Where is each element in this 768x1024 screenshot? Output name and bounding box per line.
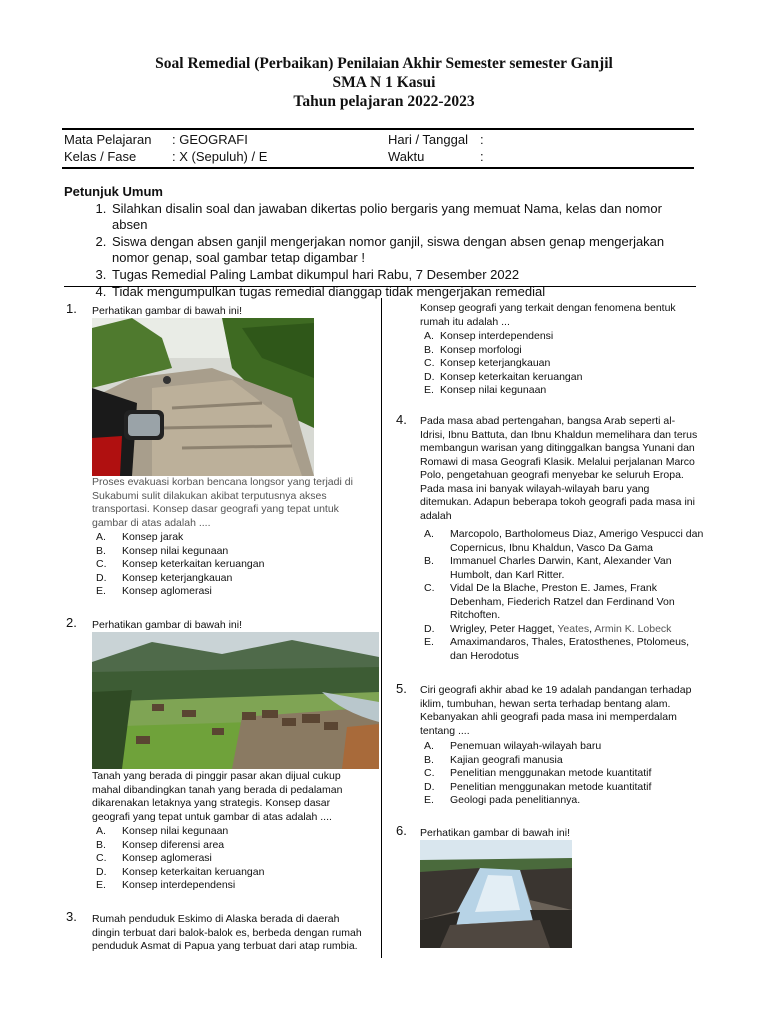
- landslide-road-image: [92, 318, 314, 476]
- option-e: E. Konsep aglomerasi: [96, 585, 212, 597]
- question-text: Tanah yang berada di pinggir pasar akan dijual cukup mahal dibandingkan tanah yang berada di pedalaman dikarenakan letaknya yang strategis. Konsep dasar geografi yang tepat untuk gambar di atas adalah ....: [92, 770, 343, 823]
- hari-label: Hari / Tanggal: [388, 132, 468, 147]
- instruction-item: 1. Silahkan disalin soal dan jawaban dikertas polio bergaris yang memuat Nama, kelas dan nomor absen: [110, 201, 698, 233]
- option-b: B. Konsep nilai kegunaan: [96, 544, 229, 557]
- question-intro: Perhatikan gambar di bawah ini!: [420, 827, 571, 839]
- header-school: SMA N 1 Kasui: [332, 74, 436, 91]
- option-c: C. Vidal De la Blache, Preston E. James, Frank Debenham, Fiederich Ratzel dan Ferdinand Von Ritchoften.: [424, 582, 675, 621]
- option-d: D. Penelitian menggunakan metode kuantitatif: [424, 780, 652, 793]
- waktu-label: Waktu: [388, 149, 425, 164]
- header-title: Soal Remedial (Perbaikan) Penilaian Akhir Semester semester Ganjil: [155, 55, 613, 72]
- instruction-item: 2. Siswa dengan absen ganjil mengerjakan nomor ganjil, siswa dengan absen genap mengerjakan nomor genap, soal gambar tetap digambar !: [110, 234, 698, 266]
- option-a: A. Penemuan wilayah-wilayah baru: [424, 740, 602, 752]
- question-text: Proses evakuasi korban bencana longsor yang terjadi di Sukabumi sulit dilakukan akibat terputusnya akses transportasi. Konsep dasar geografi yang tepat untuk gambar di atas adalah ....: [92, 476, 353, 529]
- question-number: 6.: [396, 823, 407, 838]
- peatland-canal-image: [420, 840, 572, 948]
- instructions-title: Petunjuk Umum: [64, 184, 163, 199]
- options-list: [424, 740, 706, 808]
- peatland-canal-picture: [420, 840, 572, 948]
- option-a: A. Marcopolo, Bartholomeus Diaz, Amerigo Vespucci dan Copernicus, Ibnu Khaldun, Vasco Da Gama: [424, 528, 704, 554]
- instruction-item: 3. Tugas Remedial Paling Lambat dikumpul hari Rabu, 7 Desember 2022: [110, 267, 698, 283]
- village-landscape-image: [92, 632, 379, 769]
- question-text: Rumah penduduk Eskimo di Alaska berada di daerah dingin terbuat dari balok-balok es, berbeda dengan rumah penduduk Asmat di Papua yang terbuat dari atap rumbia.: [92, 913, 362, 952]
- question-number: 2.: [66, 615, 77, 630]
- options-list: [424, 528, 706, 663]
- village-landscape-picture: [92, 632, 379, 769]
- option-a: A. Konsep nilai kegunaan: [96, 825, 229, 837]
- options-list: [96, 825, 366, 893]
- option-b: B. Immanuel Charles Darwin, Kant, Alexander Van Humbolt, dan Karl Ritter.: [424, 555, 672, 581]
- instruction-item: 4. Tidak mengumpulkan tugas remedial dianggap tidak mengerjakan remedial: [110, 284, 698, 300]
- options-list: [96, 531, 366, 599]
- mapel-label: Mata Pelajaran: [64, 132, 152, 147]
- question-intro: Perhatikan gambar di bawah ini!: [92, 619, 243, 631]
- question-number: 1.: [66, 301, 77, 316]
- hari-value: :: [480, 132, 484, 147]
- kelas-label: Kelas / Fase: [64, 149, 137, 164]
- question-text: Pada masa abad pertengahan, bangsa Arab seperti al-Idrisi, Ibnu Battuta, dan Ibnu Khaldun memelihara dan terus membangun warisan yang ditinggalkan bangsa Yunani dan Romawi di masa Geografi Klasik. Melalui perjalanan Marco Polo, pengetahuan geografi menyebar ke seluruh Eropa. Pada masa ini banyak wilayah-wilayah baru yang ditemukan. Adapun beberapa tokoh geografi pada masa ini adalah: [420, 415, 698, 522]
- option-c: C. Konsep keterkaitan keruangan: [96, 558, 265, 570]
- option-d: D. Konsep keterkaitan keruangan: [424, 370, 583, 383]
- option-a: A. Konsep interdependensi: [424, 330, 554, 342]
- option-a: A. Konsep jarak: [96, 531, 184, 543]
- option-d: D. Wrigley, Peter Hagget, Yeates, Armin K. Lobeck: [424, 622, 672, 635]
- option-b: B. Konsep diferensi area: [96, 838, 225, 851]
- waktu-value: :: [480, 149, 484, 164]
- kelas-value: : X (Sepuluh) / E: [172, 149, 268, 164]
- question-number: 5.: [396, 681, 407, 696]
- right-column: [384, 0, 768, 1024]
- mapel-value: : GEOGRAFI: [172, 132, 248, 147]
- option-c: C. Penelitian menggunakan metode kuantitatif: [424, 767, 652, 779]
- question-text-continued: Konsep geografi yang terkait dengan fenomena bentuk rumah itu adalah ...: [420, 302, 676, 328]
- option-b: B. Konsep morfologi: [424, 343, 522, 356]
- option-e: E. Amaximandaros, Thales, Eratosthenes, Ptolomeus, dan Herodotus: [424, 636, 690, 662]
- question-text: Ciri geografi akhir abad ke 19 adalah pandangan terhadap iklim, tumbuhan, hewan serta terhadap bentang alam. Kebanyakan ahli geografi pada masa ini memperdalam tentang ....: [420, 684, 692, 737]
- option-e: E. Konsep interdependensi: [96, 879, 236, 891]
- option-e: E. Geologi pada penelitiannya.: [424, 794, 581, 806]
- header-year: Tahun pelajaran 2022-2023: [293, 93, 475, 110]
- option-b: B. Kajian geografi manusia: [424, 753, 563, 766]
- question-number: 4.: [396, 412, 407, 427]
- option-d: D. Konsep keterkaitan keruangan: [96, 865, 265, 878]
- question-number: 3.: [66, 909, 77, 924]
- option-d: D. Konsep keterjangkauan: [96, 571, 233, 584]
- options-list: [424, 330, 704, 398]
- question-intro: Perhatikan gambar di bawah ini!: [92, 305, 243, 317]
- option-c: C. Konsep keterjangkauan: [424, 357, 551, 369]
- option-c: C. Konsep aglomerasi: [96, 852, 212, 864]
- option-e: E. Konsep nilai kegunaan: [424, 384, 547, 396]
- landslide-road-picture: [92, 318, 314, 476]
